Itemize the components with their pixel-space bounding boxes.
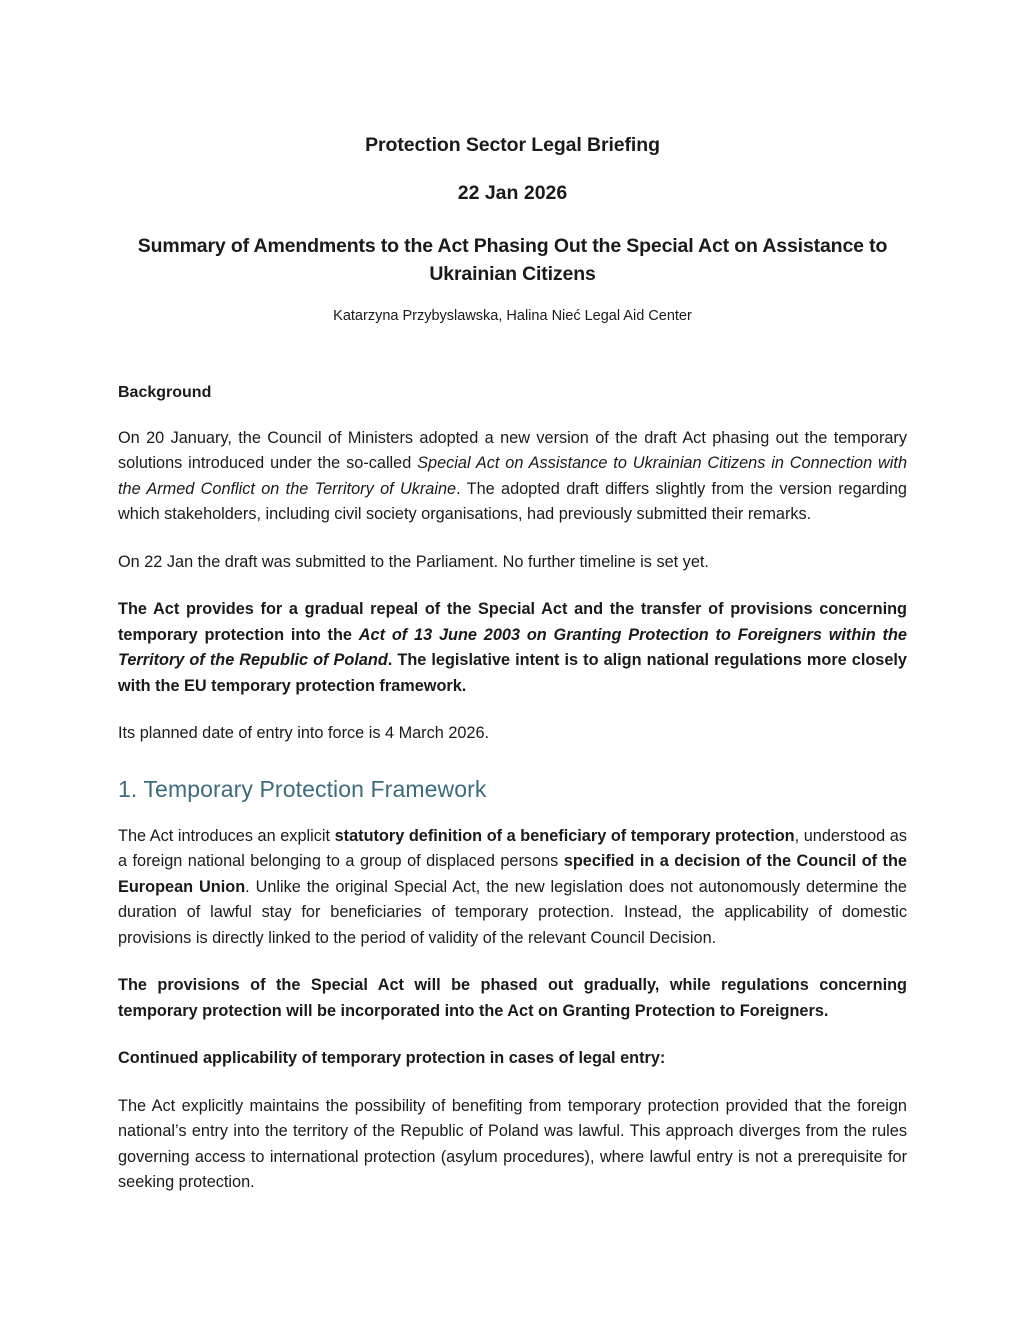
s1-p1-text-3: . Unlike the original Special Act, the new legislation does not autonomously determine the duration of lawful stay for beneficiaries of temporary protection. Instead, the applicability of domestic provisions is directly linked to the period of validity of the relevant Council Decision. (118, 877, 907, 947)
section-1-paragraph-1 (118, 824, 907, 952)
document-authors: Katarzyna Przybyslawska, Halina Nieć Legal Aid Center (333, 308, 692, 325)
bg-p1-italic-1: Special Act on Assistance to Ukrainian Citizens in Connection with the Armed Conflict on the Territory of Ukraine (118, 454, 908, 498)
background-paragraph-1 (118, 426, 907, 528)
section-1-paragraph-2: The provisions of the Special Act will be phased out gradually, while regulations concerning temporary protection will be incorporated into the Act on Granting Protection to Foreigners. (118, 976, 907, 1020)
bg-p1-text-1: On 20 January, the Council of Ministers adopted a new version of the draft Act phasing out the temporary solutions introduced under the so-called (118, 428, 907, 473)
section-1-heading: 1. Temporary Protection Framework (118, 775, 487, 802)
background-heading: Background (118, 384, 212, 402)
s1-p1-text-2: , understood as a foreign national belonging to a group of displaced persons (118, 826, 907, 871)
bg-p3-text-1: The Act provides for a gradual repeal of the Special Act and the transfer of provisions concerning temporary protection into the (118, 600, 907, 644)
s1-p1-bold-1: statutory definition of a beneficiary of temporary protection (334, 826, 795, 845)
background-paragraph-3 (118, 597, 907, 699)
s1-p1-text-1: The Act introduces an explicit (118, 826, 335, 845)
bg-p3-italic-1: Act of 13 June 2003 on Granting Protection to Foreigners within the Territory of the Republic of Poland (118, 625, 907, 670)
document-content (118, 133, 907, 1196)
section-1-paragraph-4: The Act explicitly maintains the possibility of benefiting from temporary protection provided that the foreign national’s entry into the territory of the Republic of Poland was lawful. This approach diverges from the rules governing access to international protection (asylum procedures), where lawful entry is not a prerequisite for seeking protection. (118, 1096, 907, 1192)
bg-p3-text-2: . The legislative intent is to align national regulations more closely with the EU temporary protection framework. (118, 651, 907, 695)
background-paragraph-2: On 22 Jan the draft was submitted to the Parliament. No further timeline is set yet. (118, 552, 709, 571)
background-paragraph-4: Its planned date of entry into force is 4 March 2026. (118, 724, 490, 743)
document-date: 22 Jan 2026 (457, 181, 568, 204)
bg-p1-text-2: . The adopted draft differs slightly from the version regarding which stakeholders, including civil society organisations, had previously submitted their remarks. (118, 479, 907, 524)
document-subtitle: Summary of Amendments to the Act Phasing Out the Special Act on Assistance to Ukrainian Citizens (137, 234, 888, 286)
s1-p1-bold-2: specified in a decision of the Council of the European Union (118, 852, 907, 896)
section-1-paragraph-3: Continued applicability of temporary protection in cases of legal entry: (118, 1049, 666, 1068)
page-title: Protection Sector Legal Briefing (365, 134, 660, 156)
